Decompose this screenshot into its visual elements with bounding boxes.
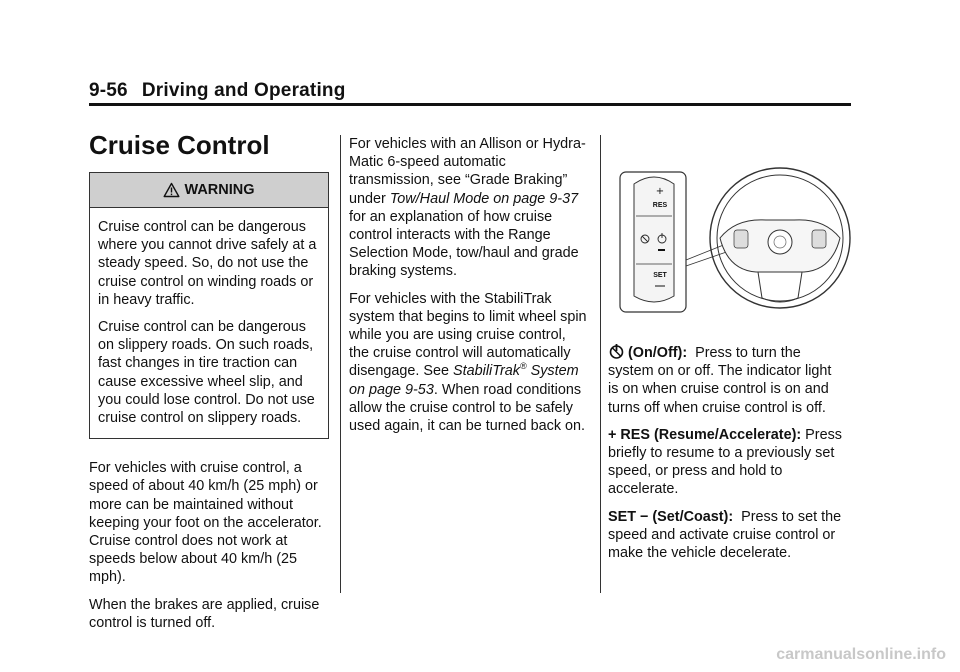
set-button-label: SET bbox=[653, 272, 667, 279]
page-title: Cruise Control bbox=[89, 130, 270, 160]
resume-text: Press briefly to resume to a previously set speed, or press and hold to accelerate. bbox=[608, 426, 842, 498]
set-text: Press to set the speed and activate cruise control or make the vehicle decelerate. bbox=[608, 508, 842, 562]
resume-term: + RES (Resume/Accelerate): bbox=[608, 426, 802, 443]
col1-paragraph-1: For vehicles with cruise control, a speed of about 40 km/h (25 mph) or more can be maintained without keeping your foot on the accelerator. Cruise control does not work at speeds below about 40 km/h (25 mph). bbox=[89, 460, 322, 586]
warning-paragraph-2: Cruise control can be dangerous on slippery roads. On such roads, fast changes in tire traction can cause excessive wheel slip, and you could lose control. Do not use cruise control on slippery roads. bbox=[98, 319, 315, 427]
watermark: carmanualsonline.info bbox=[776, 646, 946, 663]
cruise-onoff-icon bbox=[608, 343, 625, 360]
column-2 bbox=[349, 135, 589, 444]
column-3 bbox=[608, 343, 844, 571]
res-button-label: RES bbox=[652, 202, 668, 209]
running-header bbox=[89, 80, 346, 102]
col2-p1-text-a: For vehicles with an Allison or Hydra-Matic 6-speed automatic transmission, see “Grade Braking” under bbox=[349, 136, 586, 207]
stabilitrak-link-name: StabiliTrak bbox=[453, 363, 520, 380]
col1-paragraph-2: When the brakes are applied, cruise control is turned off. bbox=[89, 596, 320, 631]
registered-mark: ® bbox=[519, 361, 527, 372]
stabilitrak-link-page: System on page 9-53 bbox=[349, 363, 579, 398]
warning-box bbox=[89, 172, 329, 439]
warning-body bbox=[90, 208, 328, 438]
col2-paragraph-2 bbox=[349, 290, 589, 436]
onoff-description bbox=[608, 343, 844, 417]
set-description bbox=[608, 508, 844, 563]
warning-triangle-icon bbox=[163, 182, 180, 198]
section-title: Driving and Operating bbox=[141, 80, 346, 101]
col2-p2-text-b: . When road conditions allow the cruise control to be safely used again, it can be turned back on. bbox=[349, 381, 586, 435]
warning-header bbox=[90, 173, 328, 208]
page-number: 9-56 bbox=[89, 80, 128, 101]
column-divider-1 bbox=[340, 135, 341, 593]
resume-description bbox=[608, 426, 844, 499]
warning-paragraph-1: Cruise control can be dangerous where you cannot drive safely at a steady speed. So, do not use the cruise control on winding roads or in heavy traffic. bbox=[98, 219, 317, 308]
steering-wheel-illustration bbox=[618, 160, 858, 320]
header-rule bbox=[89, 103, 851, 106]
towhaul-reference-link[interactable]: Tow/Haul Mode on page 9-37 bbox=[389, 190, 579, 207]
col2-p1-text-b: for an explanation of how cruise control interacts with the Range Selection Mode, tow/haul and grade braking systems. bbox=[349, 208, 579, 280]
onoff-text: Press to turn the system on or off. The indicator light is on when cruise control is on and turns off when cruise control is off. bbox=[608, 345, 832, 416]
column-1 bbox=[89, 130, 331, 641]
onoff-term: (On/Off): bbox=[628, 345, 688, 361]
column-divider-2 bbox=[600, 135, 601, 593]
warning-label: WARNING bbox=[184, 181, 255, 198]
svg-text:+: + bbox=[655, 186, 665, 197]
col2-paragraph-1 bbox=[349, 135, 589, 281]
set-term: SET − (Set/Coast): bbox=[608, 508, 734, 525]
col2-p2-text-a: For vehicles with the StabiliTrak system that begins to limit wheel spin while you are using cruise control, the cruise control will automatically disengage. See bbox=[349, 290, 587, 380]
